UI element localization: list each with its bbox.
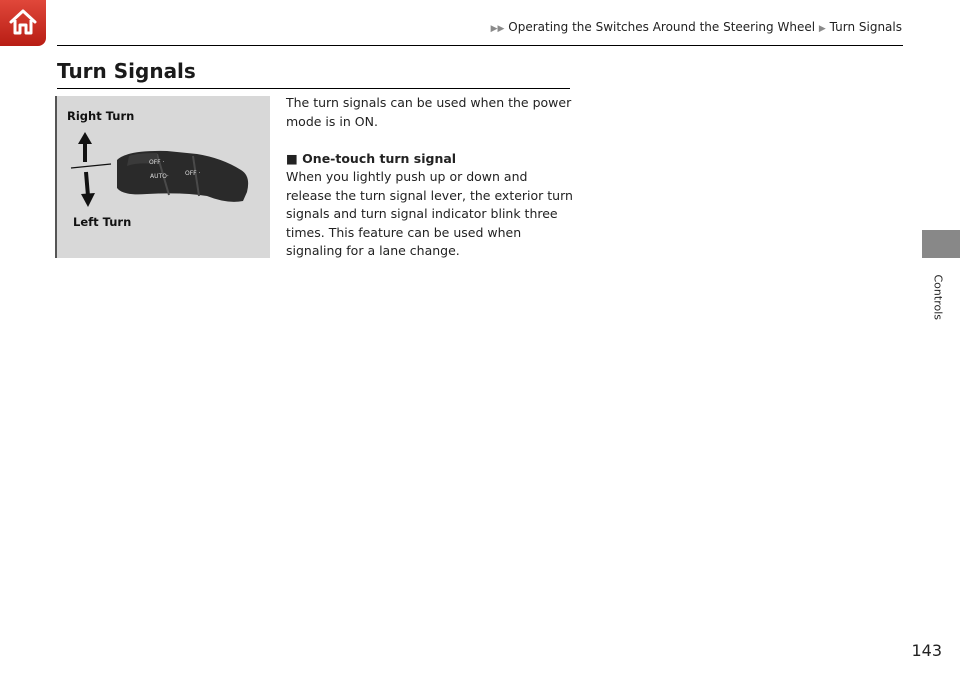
section-tab-label: Controls: [931, 274, 945, 320]
double-triangle-right-icon: ▶▶: [490, 24, 505, 34]
intro-paragraph: The turn signals can be used when the power mode is in ON.: [286, 95, 572, 129]
down-arrow-icon: [81, 172, 95, 207]
home-icon: [7, 6, 39, 38]
lever-body: [117, 151, 248, 202]
subheading-text: One-touch turn signal: [302, 150, 457, 166]
square-bullet-icon: ■: [286, 150, 298, 166]
lever-drawing: [57, 96, 270, 258]
page-number: 143: [911, 641, 942, 660]
title-divider: [57, 88, 570, 89]
lever-marking-off: OFF ·: [149, 159, 165, 166]
breadcrumb: [491, 20, 902, 34]
lever-marking-auto: AUTO·: [150, 173, 169, 180]
feature-paragraph: When you lightly push up or down and release the turn signal lever, the exterior turn signals and turn signal indicator blink three times. This feature can be used when signaling for a lane change.: [286, 169, 573, 258]
subheading: [286, 150, 576, 169]
body-text: [286, 94, 576, 261]
breadcrumb-section-link[interactable]: Operating the Switches Around the Steering Wheel: [508, 20, 816, 34]
triangle-right-icon: ▶: [818, 24, 826, 34]
breadcrumb-current: Turn Signals: [829, 20, 902, 34]
section-tab[interactable]: [922, 230, 960, 258]
turn-signal-lever-illustration: [55, 96, 270, 258]
up-arrow-icon: [78, 132, 92, 162]
lever-marking-off-2: OFF ·: [185, 170, 201, 177]
header-divider: [57, 45, 903, 46]
page-title: Turn Signals: [57, 59, 196, 83]
home-button[interactable]: [0, 0, 46, 46]
right-turn-label: Right Turn: [67, 109, 135, 123]
left-turn-label: Left Turn: [73, 215, 132, 229]
